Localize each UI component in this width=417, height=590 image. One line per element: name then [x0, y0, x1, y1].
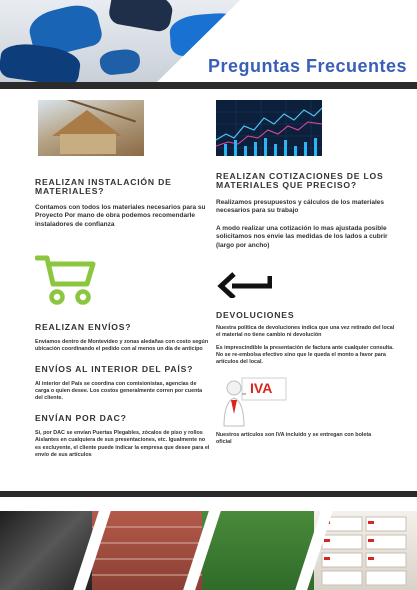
- iva-figure: [220, 374, 290, 428]
- interior-title: ENVÍOS AL INTERIOR DEL PAÍS?: [35, 364, 194, 375]
- header-banner: [0, 0, 417, 82]
- footer-photo-boxes: [314, 511, 417, 590]
- shipping-title: REALIZAN ENVÍOS?: [35, 322, 132, 333]
- iva-badge: IVA: [250, 380, 273, 397]
- page-title: Preguntas Frecuentes: [207, 56, 407, 76]
- dac-title: ENVÍAN POR DAC?: [35, 413, 127, 424]
- installation-text: Contamos con todos los materiales necesarios para su Proyecto Por mano de obra podemos recomendarle instaladores de confianza: [35, 204, 206, 228]
- footer-photo-bricks: [92, 511, 202, 590]
- quotes-title: REALIZAN COTIZACIONES DE LOS MATERIALES QUE PRECISO?: [216, 171, 384, 191]
- returns-title: DEVOLUCIONES: [216, 310, 295, 321]
- footer-photo-grass: [202, 511, 314, 590]
- returns-text-1: Nuestra política de devoluciones indica que una vez retirado del local el material no tiene cambio ni devolución: [216, 325, 395, 339]
- construction-photo: [38, 100, 144, 156]
- header-divider: [0, 82, 417, 89]
- shopping-cart-icon: [35, 254, 99, 306]
- stock-chart-photo: [216, 100, 322, 156]
- left-column: [35, 100, 215, 459]
- footer-divider: [0, 491, 417, 497]
- returns-text-2: Es imprescindible la presentación de factura ante cualquier consulta. No se re-embolsa efectivo sino que le queda el monto a favor para artículos del local.: [216, 345, 394, 366]
- right-column: [216, 100, 406, 446]
- installation-title: REALIZAN INSTALACIÓN DE MATERIALES?: [35, 177, 172, 197]
- interior-text: Al interior del País se coordina con comisionistas, agencias de carga o quien desee. Los costos generalmente corren por cuenta del cliente.: [35, 381, 203, 402]
- quotes-text-1: Realizamos presupuestos y cálculos de los materiales necesarios para su trabajo: [216, 199, 384, 215]
- iva-text: Nuestros artículos son IVA incluido y se entregan con boleta oficial: [216, 432, 372, 446]
- return-arrow-icon: [216, 262, 272, 298]
- footer-photo-strip: [0, 511, 417, 590]
- quotes-text-2: A modo realizar una cotización lo mas ajustada posible solicitamos nos envie las medidas de los lados a cubrir (largo por ancho): [216, 224, 388, 249]
- shipping-text: Enviamos dentro de Montevideo y zonas aledañas con costo según ubicación coordinando el pedido con al menos un día de anticipo: [35, 339, 209, 353]
- dac-text: Si, por DAC se envían Puertas Plegables, zócalos de piso y rollos Aislantes en cualquiera de sus presentaciones, etc. Igualmente no es excluyente, el cliente puede indicar la empresa que desee para el envío de sus artículos: [35, 430, 210, 458]
